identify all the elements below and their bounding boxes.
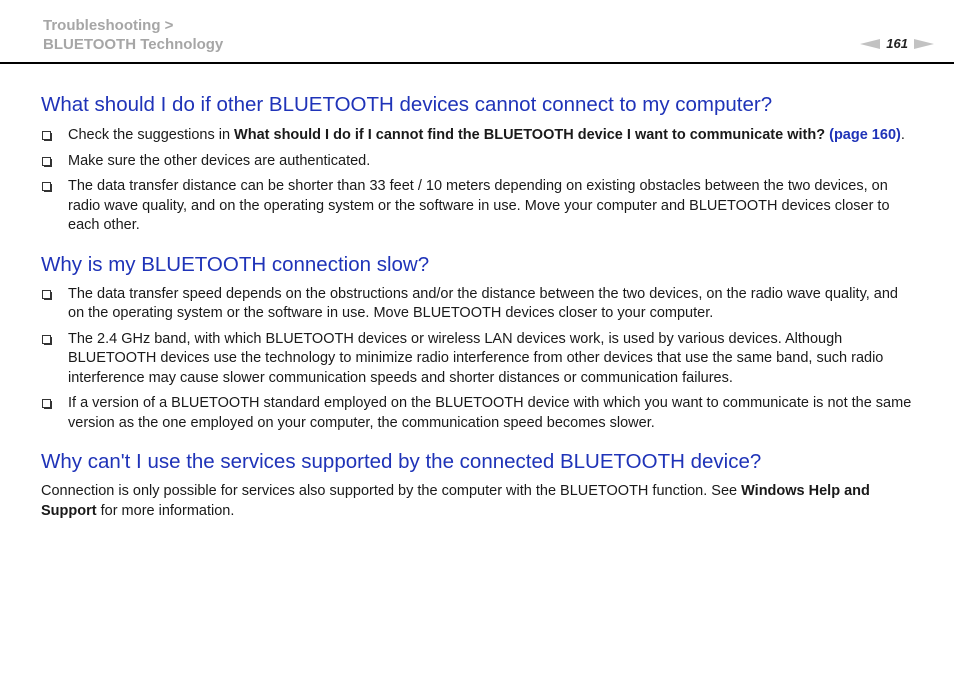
item-text: The data transfer distance can be shorter than 33 feet / 10 meters depending on existing obstacles between the two devices, on radio wave quality, and on the operating system or the software in use. Move your computer and BLUETOOTH devices closer to each other. xyxy=(68,178,890,233)
checkbox-bullet-icon xyxy=(42,157,51,166)
list-item xyxy=(41,126,913,146)
page-number: 161 xyxy=(886,36,908,51)
windows-help-text: Windows Help and Support xyxy=(41,483,870,519)
checkbox-bullet-icon xyxy=(42,399,51,408)
item-text: Make sure the other devices are authenticated. xyxy=(68,152,371,169)
page-content xyxy=(41,92,913,521)
paragraph-text-end: for more information. xyxy=(96,502,235,519)
next-page-arrow-icon[interactable] xyxy=(914,39,934,49)
section-heading-services: Why can't I use the services supported by the connected BLUETOOTH device? xyxy=(41,450,762,473)
list-item xyxy=(41,177,913,236)
item-text-end: . xyxy=(900,127,905,143)
section-heading-cannot-connect: What should I do if other BLUETOOTH devices cannot connect to my computer? xyxy=(41,93,773,116)
breadcrumb xyxy=(43,16,223,54)
section-heading-connection-slow: Why is my BLUETOOTH connection slow? xyxy=(41,252,430,276)
page-navigator xyxy=(860,36,934,51)
item-text: If a version of a BLUETOOTH standard employed on the BLUETOOTH device with which you want to communicate is not the same version as the one employed on your computer, the communication speed becomes slower. xyxy=(68,395,912,431)
checkbox-bullet-icon xyxy=(42,182,51,191)
checkbox-bullet-icon xyxy=(42,131,51,140)
list-item xyxy=(41,330,913,389)
list-item xyxy=(41,152,913,172)
list-item xyxy=(41,394,913,433)
checkbox-bullet-icon xyxy=(42,335,51,344)
paragraph xyxy=(41,482,913,521)
item-text: The data transfer speed depends on the obstructions and/or the distance between the two devices, on the radio wave quality, and on the operating system or the software in use. Move BLUETOOTH devices closer to your computer. xyxy=(68,285,898,321)
checkbox-bullet-icon xyxy=(42,290,51,299)
paragraph-text: Connection is only possible for services also supported by the computer with the BLUETOOTH function. See xyxy=(41,483,742,499)
item-bold-text: What should I do if I cannot find the BLUETOOTH device I want to communicate with? xyxy=(234,127,826,143)
list-item xyxy=(41,285,913,324)
item-text: The 2.4 GHz band, with which BLUETOOTH devices or wireless LAN devices work, is used by various devices. Although BLUETOOTH devices use the technology to minimize radio interference from other devices that use the same band, such radio interference may cause slower communication speeds and shorter distances or communication failures. xyxy=(68,330,884,386)
header-divider xyxy=(0,62,954,64)
breadcrumb-parent[interactable]: Troubleshooting > xyxy=(43,17,174,34)
breadcrumb-current: BLUETOOTH Technology xyxy=(43,36,224,53)
item-text: Check the suggestions in xyxy=(68,127,235,143)
page-160-link[interactable]: (page 160) xyxy=(829,127,901,143)
previous-page-arrow-icon[interactable] xyxy=(860,39,880,49)
